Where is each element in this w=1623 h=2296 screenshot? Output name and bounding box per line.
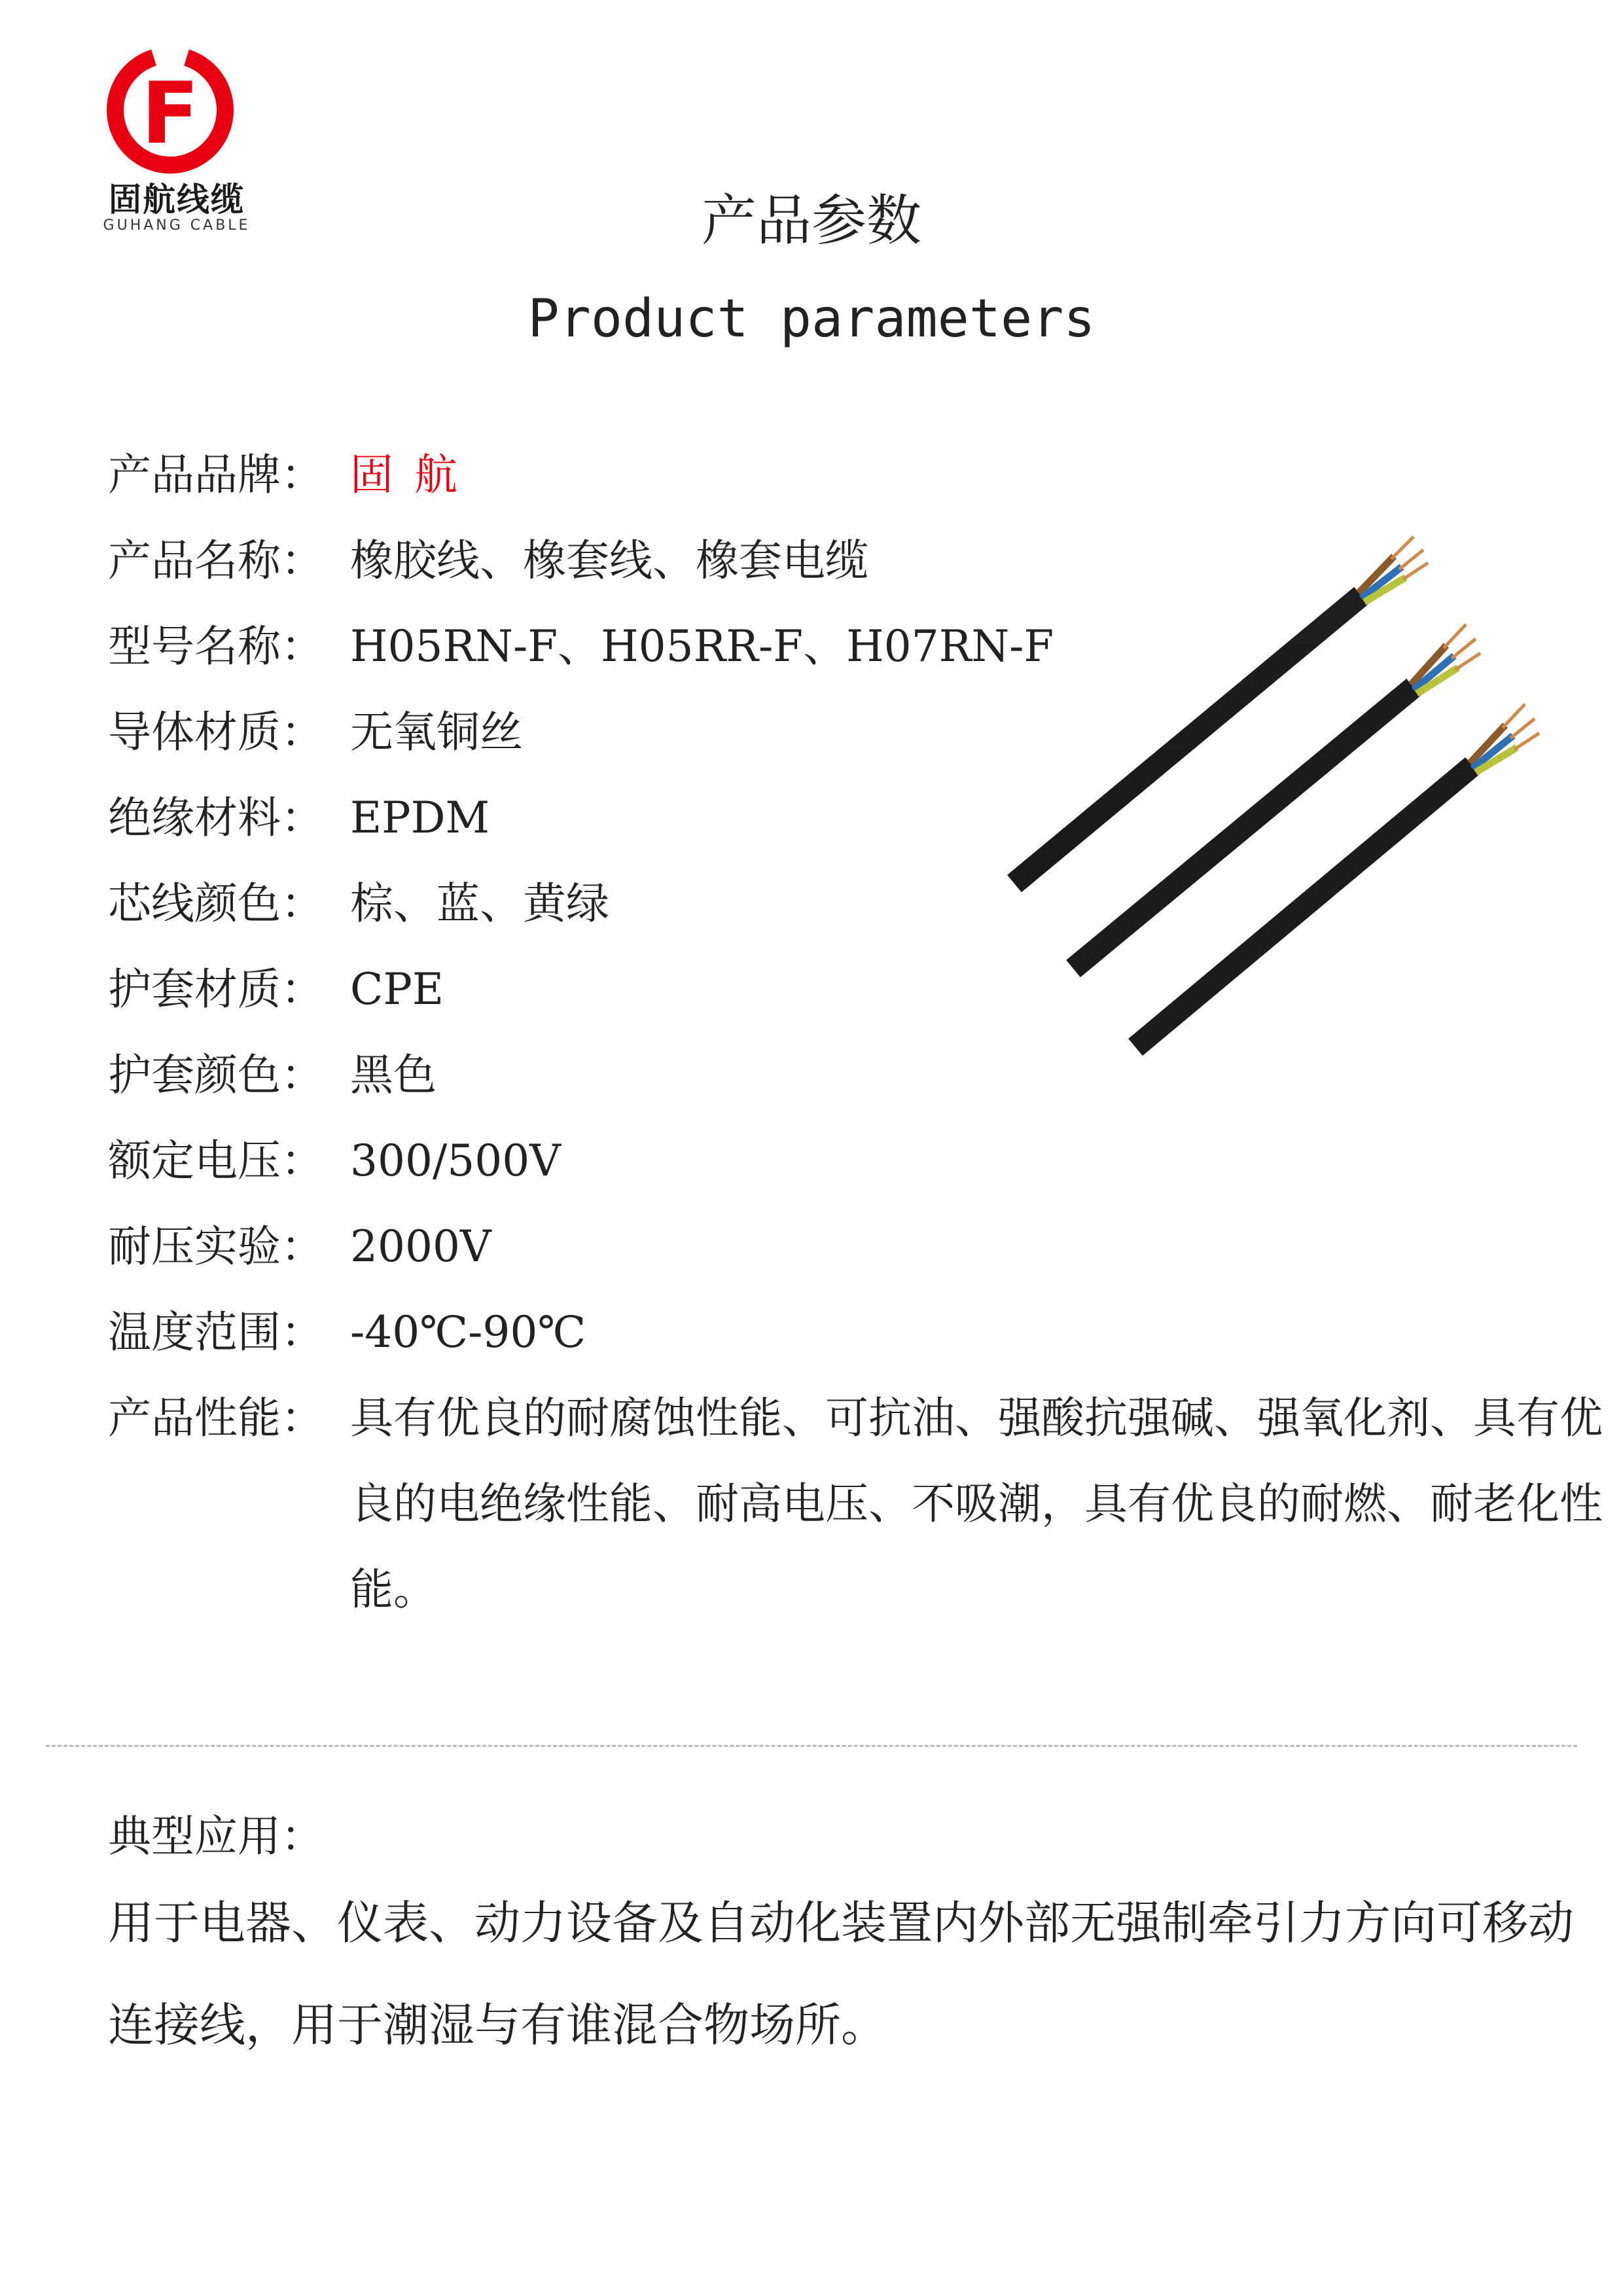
spec-row-performance — [108, 1375, 1607, 1632]
spec-value: 无氧铜丝 — [350, 707, 523, 757]
spec-row-rated-voltage — [108, 1118, 1607, 1204]
logo-letter: F — [141, 63, 200, 163]
page-title-chinese: 产品参数 — [701, 188, 921, 253]
spec-label: 护套颜色： — [108, 1050, 324, 1100]
spec-value: CPE — [350, 964, 444, 1014]
spec-value: 300/500V — [350, 1136, 561, 1186]
spec-label: 导体材质： — [108, 707, 324, 757]
spec-row-temperature — [108, 1289, 1607, 1375]
application-text: 用于电器、仪表、动力设备及自动化装置内外部无强制牵引力方向可移动连接线，用于潮湿与有谁混合物场所。 — [108, 1896, 1574, 2052]
spec-label: 芯线颜色： — [108, 878, 324, 929]
spec-label: 型号名称： — [108, 621, 324, 672]
application-heading: 典型应用： — [108, 1811, 324, 1861]
spec-label: 产品性能： — [108, 1393, 324, 1443]
spec-value: EPDM — [350, 793, 490, 843]
spec-row-brand — [108, 432, 1607, 518]
logo-mark-icon — [105, 46, 236, 177]
spec-label: 耐压实验： — [108, 1221, 324, 1272]
spec-value: 黑色 — [350, 1050, 437, 1100]
spec-value: 棕、蓝、黄绿 — [350, 878, 609, 929]
logo-english-name: GUHANG CABLE — [103, 217, 251, 234]
spec-value-brand: 固航 — [350, 450, 478, 500]
page-title-english: Product parameters — [527, 288, 1096, 349]
cable-product-image — [995, 517, 1584, 1060]
logo-chinese-name: 固航线缆 — [109, 181, 245, 219]
cable-1 — [1014, 537, 1428, 884]
spec-label: 额定电压： — [108, 1136, 324, 1186]
spec-label: 产品名称： — [108, 535, 324, 586]
spec-label: 温度范围： — [108, 1307, 324, 1357]
spec-value: 具有优良的耐腐蚀性能、可抗油、强酸抗强碱、强氧化剂、具有优良的电绝缘性能、耐高电压、不吸潮，具有优良的耐燃、耐老化性能。 — [350, 1393, 1603, 1615]
spec-label: 产品品牌： — [108, 450, 324, 500]
spec-row-test-voltage — [108, 1204, 1607, 1289]
spec-label: 护套材质： — [108, 964, 324, 1014]
spec-value: 2000V — [350, 1221, 491, 1272]
spec-value: -40℃-90℃ — [350, 1307, 586, 1357]
section-divider — [46, 1745, 1577, 1747]
spec-label: 绝缘材料： — [108, 793, 324, 843]
spec-value: H05RN-F、H05RR-F、H07RN-F — [350, 621, 1054, 672]
spec-value: 橡胶线、橡套线、橡套电缆 — [350, 535, 868, 586]
